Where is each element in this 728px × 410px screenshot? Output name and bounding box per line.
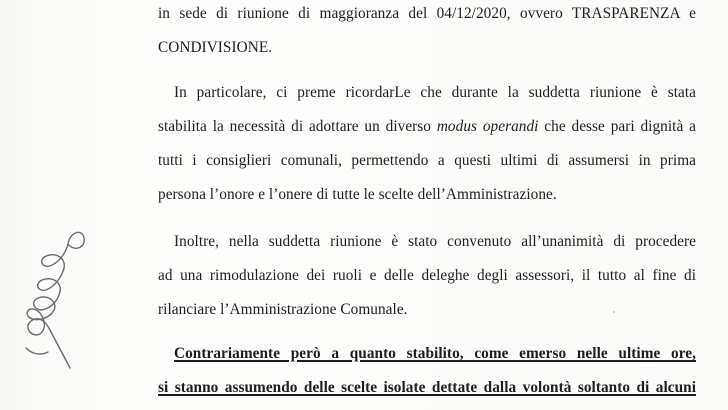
text-line: In particolare, ci preme ricordarLe che durante la suddetta riunione è stata	[174, 84, 696, 101]
bold-underlined-line: si stanno assumendo delle scelte isolate dettate dalla volontà soltanto di alcuni	[158, 379, 696, 396]
signature-icon	[8, 218, 88, 378]
text-line-with-italic	[158, 118, 696, 136]
text-line: persona l’onore e l’onere di tutte le scelte dell’Amministrazione.	[158, 186, 557, 203]
speck	[613, 311, 615, 313]
text-line: ad una rimodulazione dei ruoli e delle deleghe degli assessori, il tutto al fine di	[158, 267, 696, 284]
bold-underlined-line: Contrariamente però a quanto stabilito, come emerso nelle ultime ore,	[174, 345, 696, 362]
text-line: tutti i consiglieri comunali, permettendo a questi ultimi di assumersi in prima	[158, 152, 696, 169]
text-line: rilanciare l’Amministrazione Comunale.	[158, 301, 408, 318]
text-span: che desse pari dignità a	[538, 118, 696, 135]
italic-phrase: modus operandi	[436, 118, 539, 135]
text-line: in sede di riunione di maggioranza del 04/12/2020, ovvero TRASPARENZA e	[158, 5, 696, 22]
text-line: Inoltre, nella suddetta riunione è stato convenuto all’unanimità di procedere	[174, 233, 696, 250]
text-span: stabilita la necessità di adottare un diverso	[158, 118, 437, 135]
text-line: CONDIVISIONE.	[158, 39, 273, 56]
